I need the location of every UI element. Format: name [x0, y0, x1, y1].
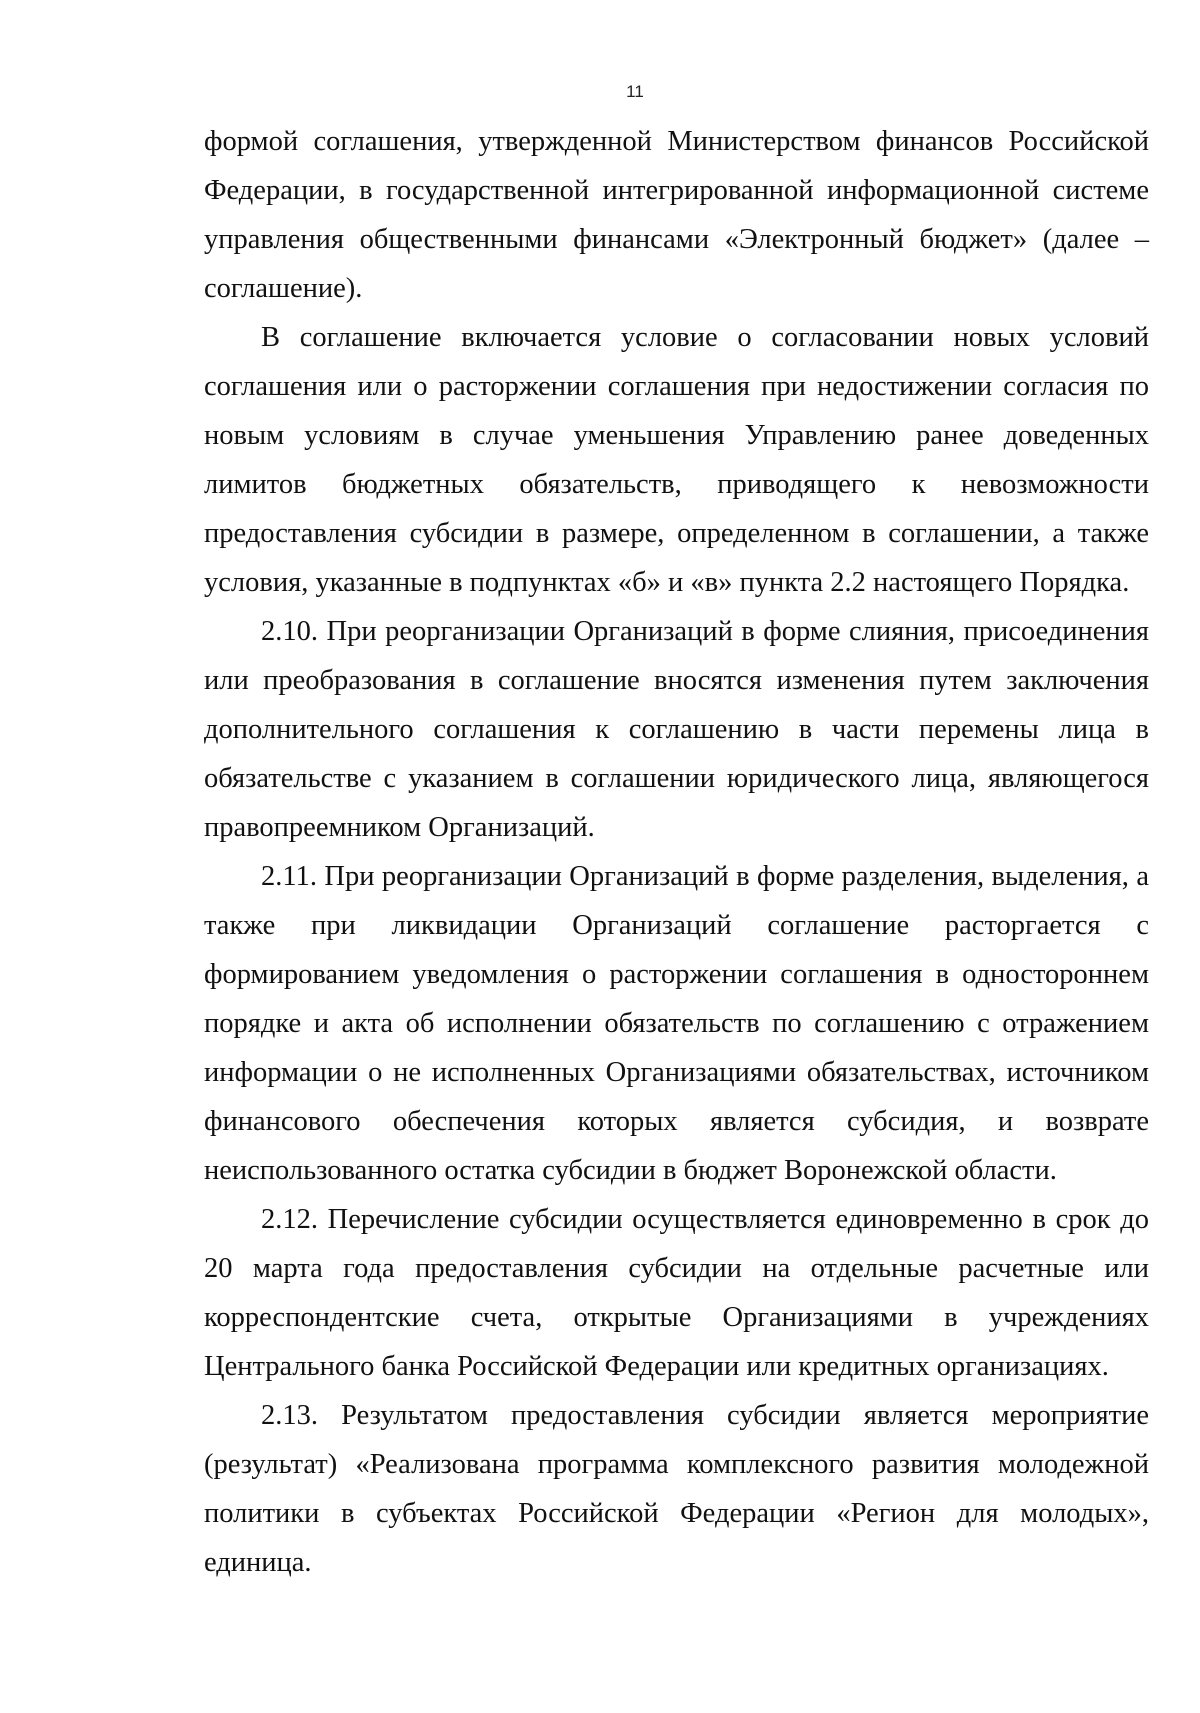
paragraph-2-10: 2.10. При реорганизации Организаций в форме слияния, присоединения или преобразования в соглашение вносятся изменения путем заключения дополнительного соглашения к соглашению в части перемены лица в обязательстве с указанием в соглашении юридического лица, являющегося правопреемником Организаций.: [204, 616, 1149, 843]
paragraph-2-11: 2.11. При реорганизации Организаций в форме разделения, выделения, а также при ликвидации Организаций соглашение расторгается с формированием уведомления о расторжении соглашения в одностороннем порядке и акта об исполнении обязательств по соглашению с отражением информации о не исполненных Организациями обязательствах, источником финансового обеспечения которых является субсидия, и возврате неиспользованного остатка субсидии в бюджет Воронежской области.: [204, 861, 1149, 1186]
paragraph-agreement-conditions: В соглашение включается условие о согласовании новых условий соглашения или о расторжении соглашения при недостижении согласия по новым условиям в случае уменьшения Управлению ранее доведенных лимитов бюджетных обязательств, приводящего к невозможности предоставления субсидии в размере, определенном в соглашении, а также условия, указанные в подпунктах «б» и «в» пункта 2.2 настоящего Порядка.: [204, 322, 1149, 598]
document-body: [204, 117, 1149, 1587]
paragraph-2-13: 2.13. Результатом предоставления субсидии является мероприятие (результат) «Реализована программа комплексного развития молодежной политики в субъектах Российской Федерации «Регион для молодых», единица.: [204, 1400, 1149, 1578]
paragraph-2-12: 2.12. Перечисление субсидии осуществляется единовременно в срок до 20 марта года предоставления субсидии на отдельные расчетные или корреспондентские счета, открытые Организациями в учреждениях Центрального банка Российской Федерации или кредитных организациях.: [204, 1204, 1149, 1382]
paragraph-continuation: формой соглашения, утвержденной Министерством финансов Российской Федерации, в государственной интегрированной информационной системе управления общественными финансами «Электронный бюджет» (далее – соглашение).: [204, 126, 1149, 304]
page-number: 11: [626, 82, 644, 101]
